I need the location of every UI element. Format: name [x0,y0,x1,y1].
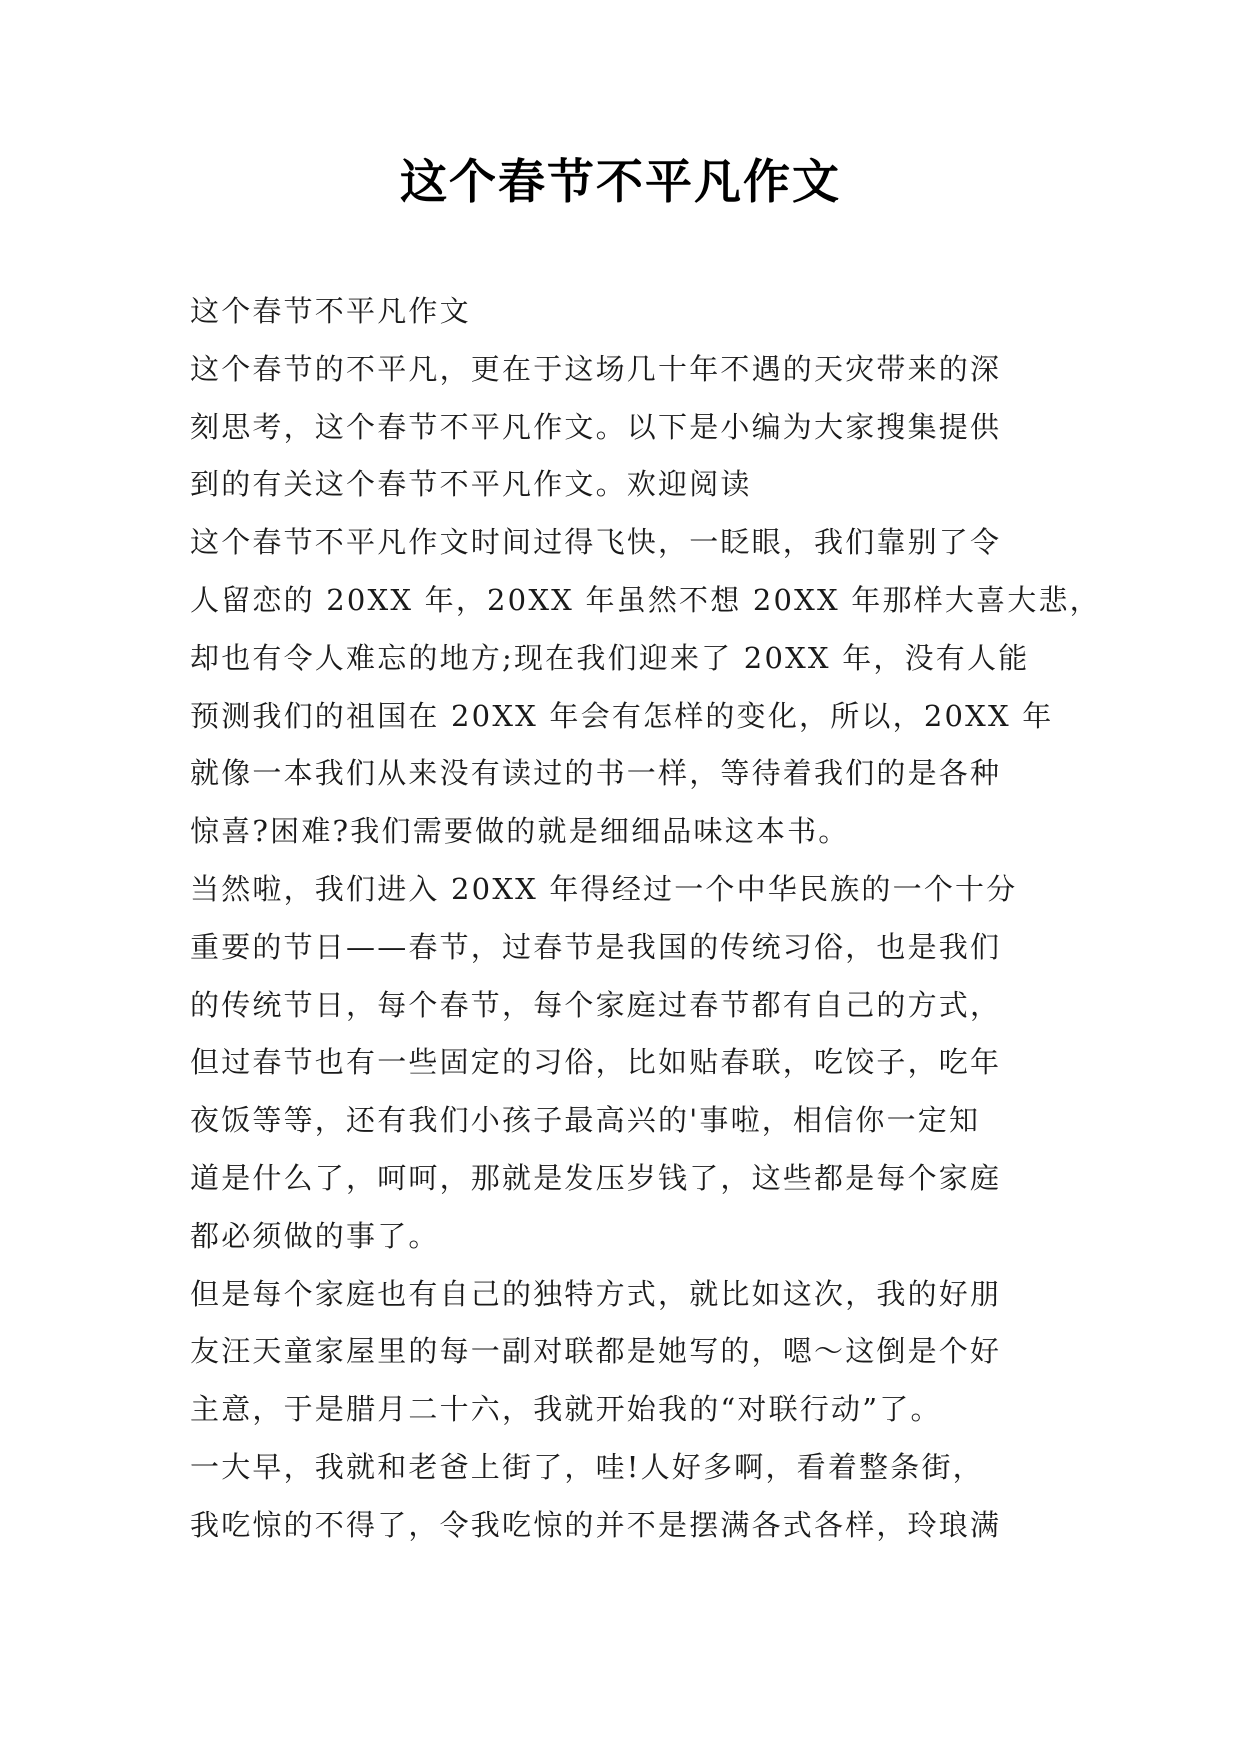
text-line: 刻思考，这个春节不平凡作文。以下是小编为大家搜集提供 [190,409,1002,444]
text-line: 一大早，我就和老爸上街了，哇!人好多啊，看着整条街， [190,1449,984,1484]
text-line: 到的有关这个春节不平凡作文。欢迎阅读 [190,467,752,502]
text-line: 夜饭等等，还有我们小孩子最高兴的'事啦，相信你一定知 [190,1103,981,1138]
document-body [190,283,1101,1555]
text-line: 这个春节的不平凡，更在于这场几十年不遇的天灾带来的深 [190,351,1002,386]
text-line: 友汪天童家屋里的每一副对联都是她写的，嗯～这倒是个好 [190,1334,1002,1369]
text-line: 的传统节日，每个春节，每个家庭过春节都有自己的方式， [190,987,1002,1022]
text-line: 我吃惊的不得了，令我吃惊的并不是摆满各式各样，玲琅满 [190,1507,1002,1542]
text-line: 却也有令人难忘的地方;现在我们迎来了 20XX 年，没有人能 [190,640,1030,675]
text-line: 就像一本我们从来没有读过的书一样，等待着我们的是各种 [190,756,1002,791]
text-line: 这个春节不平凡作文时间过得飞快，一眨眼，我们靠别了令 [190,525,1002,560]
text-line: 但是每个家庭也有自己的独特方式，就比如这次，我的好朋 [190,1276,1002,1311]
text-line: 都必须做的事了。 [190,1218,440,1253]
text-line: 预测我们的祖国在 20XX 年会有怎样的变化，所以，20XX 年 [190,698,1054,733]
text-line: 惊喜?困难?我们需要做的就是细细品味这本书。 [190,814,850,849]
text-line: 但过春节也有一些固定的习俗，比如贴春联，吃饺子，吃年 [190,1045,1002,1080]
text-line: 主意，于是腊月二十六，我就开始我的“对联行动”了。 [190,1392,942,1427]
text-line: 当然啦，我们进入 20XX 年得经过一个中华民族的一个十分 [190,871,1018,906]
document-title: 这个春节不平凡作文 [400,155,841,210]
text-line: 人留恋的 20XX 年，20XX 年虽然不想 20XX 年那样大喜大悲， [190,582,1101,617]
text-line: 这个春节不平凡作文 [190,294,471,328]
text-line: 道是什么了，呵呵，那就是发压岁钱了，这些都是每个家庭 [190,1160,1002,1195]
text-line: 重要的节日——春节，过春节是我国的传统习俗，也是我们 [190,929,1002,964]
